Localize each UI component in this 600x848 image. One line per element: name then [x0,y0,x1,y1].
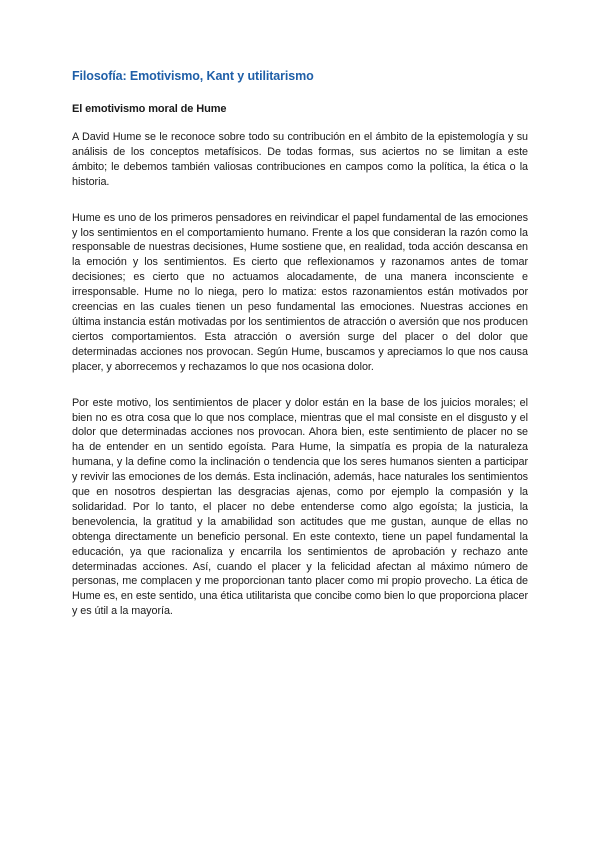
paragraph-intro: A David Hume se le reconoce sobre todo su contribución en el ámbito de la epistemología y su análisis de los conceptos metafísicos. De todas formas, sus aciertos no se limitan a este ámbito; le debemos también valiosas contribuciones en campos como la política, la ética o la historia. [72,131,528,188]
document-title: Filosofía: Emotivismo, Kant y utilitarismo [72,69,314,83]
document-page [72,69,528,640]
paragraph-moral-judgments: Por este motivo, los sentimientos de placer y dolor están en la base de los juicios morales; el bien no es otra cosa que lo que nos complace, mientras que el mal consiste en el disgusto y el dolor que determinadas acciones nos provocan. Ahora bien, este sentimiento de placer no se ha de entender en un sentido egoísta. Para Hume, la simpatía es propia de la naturaleza humana, y la define como la inclinación o tendencia que los seres humanos sienten a participar y revivir las emociones de los demás. Esta inclinación, además, hace naturales los sentimientos que en nosotros despiertan las desgracias ajenas, como por ejemplo la compasión y la solidaridad. Por lo tanto, el placer no debe entenderse como algo egoísta; la justicia, la benevolencia, la gratitud y la amabilidad son actitudes que me gustan, aunque de ellas no obtenga directamente un beneficio personal. En este contexto, tiene un papel fundamental la educación, ya que racionaliza y encarrila los sentimientos de aprobación y rechazo ante determinadas acciones. Así, cuando el placer y la felicidad afectan al máximo número de personas, me complacen y me proporcionan tanto placer como mi propio provecho. La ética de Hume es, en este sentido, una ética utilitarista que concibe como bien lo que proporciona placer y es útil a la mayoría. [72,396,528,618]
paragraph-emotions: Hume es uno de los primeros pensadores en reivindicar el papel fundamental de las emociones y los sentimientos en el comportamiento humano. Frente a los que consideran la razón como la responsable de nuestras decisiones, Hume sostiene que, en realidad, toda acción descansa en la emoción y los sentimientos. Es cierto que reflexionamos y razonamos antes de tomar decisiones; es cierto que no actuamos alocadamente, de una manera inconsciente e irresponsable. Hume no lo niega, pero lo matiza: estos razonamientos están motivados por creencias en las cuales tienen un peso fundamental las emociones. Nuestras acciones en última instancia están motivadas por los sentimientos de atracción o aversión que nos producen ciertos comportamientos. Esta atracción o aversión surge del placer o del dolor que determinadas acciones nos provocan. Según Hume, buscamos y apreciamos lo que nos causa placer, y aborrecemos y rechazamos lo que nos ocasiona dolor. [72,211,528,373]
section-heading: El emotivismo moral de Hume [72,103,227,115]
